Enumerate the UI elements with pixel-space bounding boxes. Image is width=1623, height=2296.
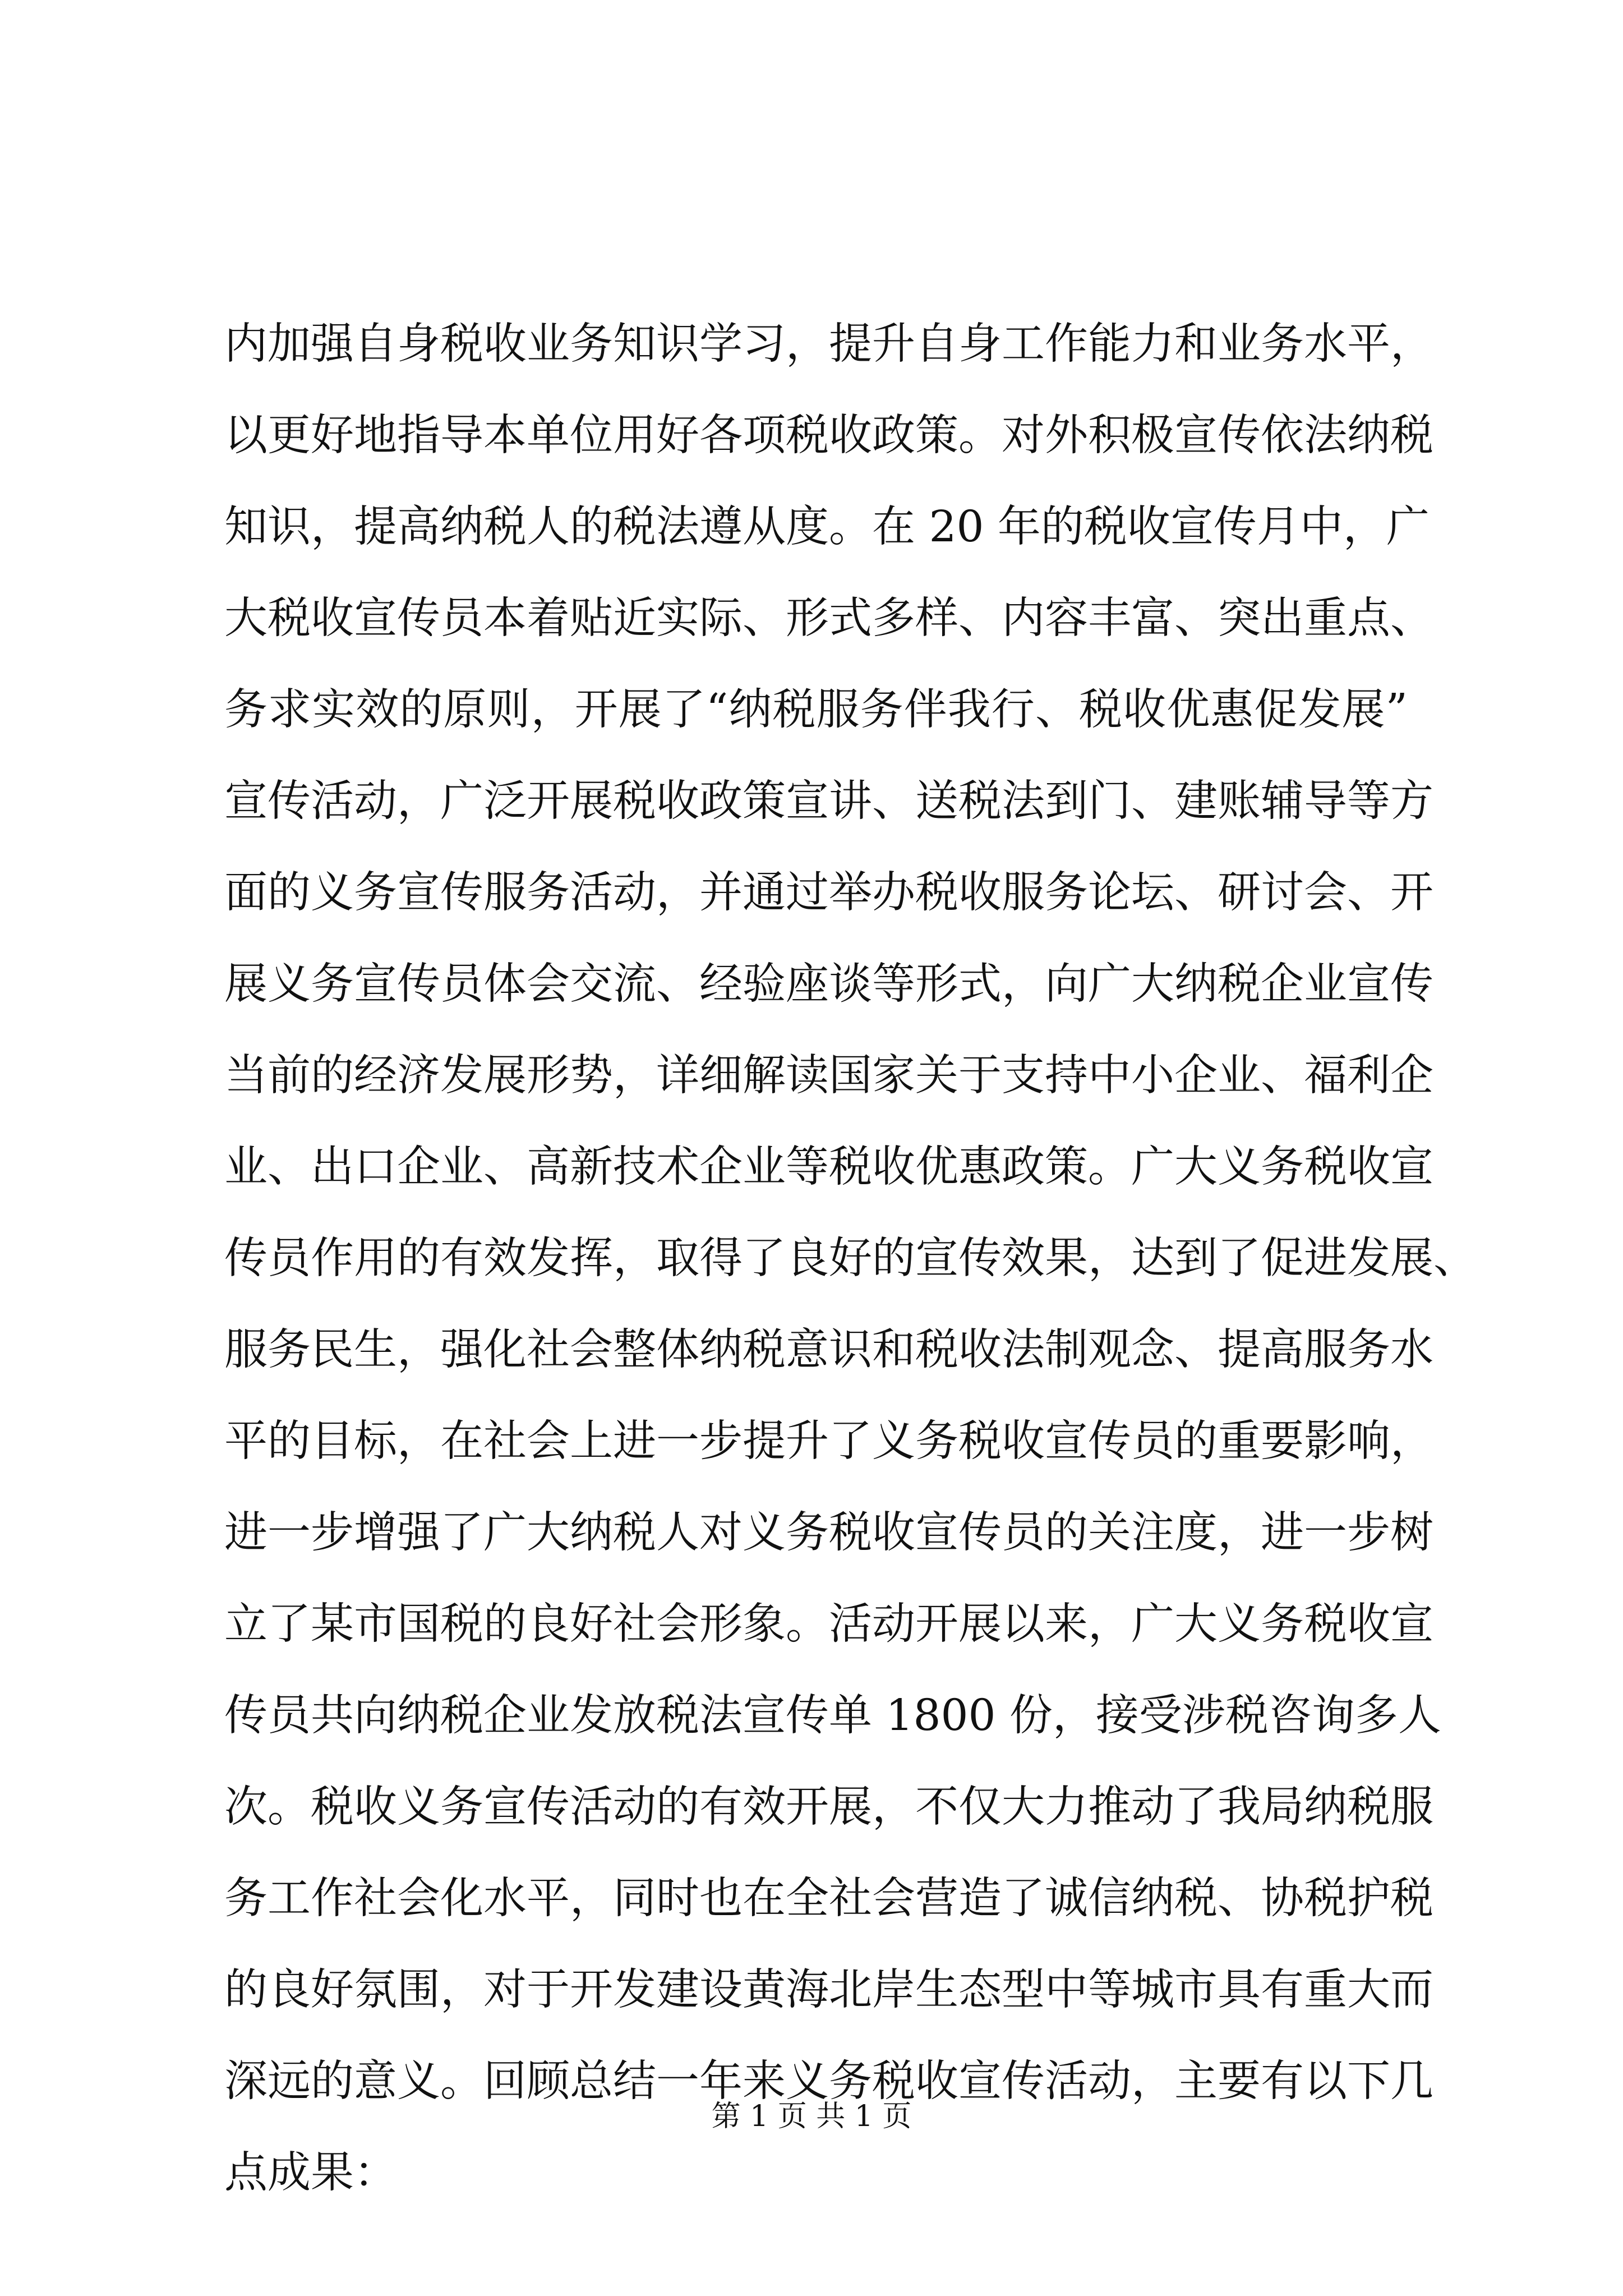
text-line: 平的目标，在社会上进一步提升了义务税收宣传员的重要影响，: [224, 1416, 1433, 1466]
page-number-footer: 第 1 页 共 1 页: [711, 2100, 912, 2133]
text-line: 业、出口企业、高新技术企业等税收优惠政策。广大义务税收宣: [224, 1142, 1433, 1192]
text-line: 立了某市国税的良好社会形象。活动开展以来，广大义务税收宣: [224, 1599, 1433, 1649]
body-paragraph: [224, 298, 1477, 2219]
text-line: 内加强自身税收业务知识学习，提升自身工作能力和业务水平，: [224, 319, 1433, 369]
text-line: 当前的经济发展形势，详细解读国家关于支持中小企业、福利企: [224, 1051, 1433, 1101]
text-line: 服务民生，强化社会整体纳税意识和税收法制观念、提高服务水: [224, 1325, 1433, 1375]
text-line: 的良好氛围，对于开发建设黄海北岸生态型中等城市具有重大而: [224, 1965, 1433, 2015]
text-line: 深远的意义。回顾总结一年来义务税收宣传活动，主要有以下几: [224, 2056, 1433, 2106]
text-line: 宣传活动，广泛开展税收政策宣讲、送税法到门、建账辅导等方: [224, 776, 1433, 826]
text-line: 传员共向纳税企业发放税法宣传单 1800 份，接受涉税咨询多人: [224, 1691, 1441, 1741]
text-line: 务工作社会化水平，同时也在全社会营造了诚信纳税、协税护税: [224, 1874, 1433, 1924]
text-line: 点成果：: [224, 2148, 397, 2198]
text-line: 务求实效的原则，开展了“纳税服务伴我行、税收优惠促发展”: [224, 685, 1408, 735]
text-line: 次。税收义务宣传活动的有效开展，不仅大力推动了我局纳税服: [224, 1782, 1433, 1832]
text-line: 进一步增强了广大纳税人对义务税收宣传员的关注度，进一步树: [224, 1508, 1433, 1558]
text-line: 面的义务宣传服务活动，并通过举办税收服务论坛、研讨会、开: [224, 868, 1433, 918]
text-line: 展义务宣传员体会交流、经验座谈等形式，向广大纳税企业宣传: [224, 959, 1433, 1009]
text-line: 大税收宣传员本着贴近实际、形式多样、内容丰富、突出重点、: [224, 593, 1433, 643]
text-line: 传员作用的有效发挥，取得了良好的宣传效果，达到了促进发展、: [224, 1234, 1477, 1283]
text-line: 以更好地指导本单位用好各项税收政策。对外积极宣传依法纳税: [224, 411, 1433, 461]
text-line: 知识，提高纳税人的税法遵从度。在 20 年的税收宣传月中，广: [224, 502, 1430, 552]
